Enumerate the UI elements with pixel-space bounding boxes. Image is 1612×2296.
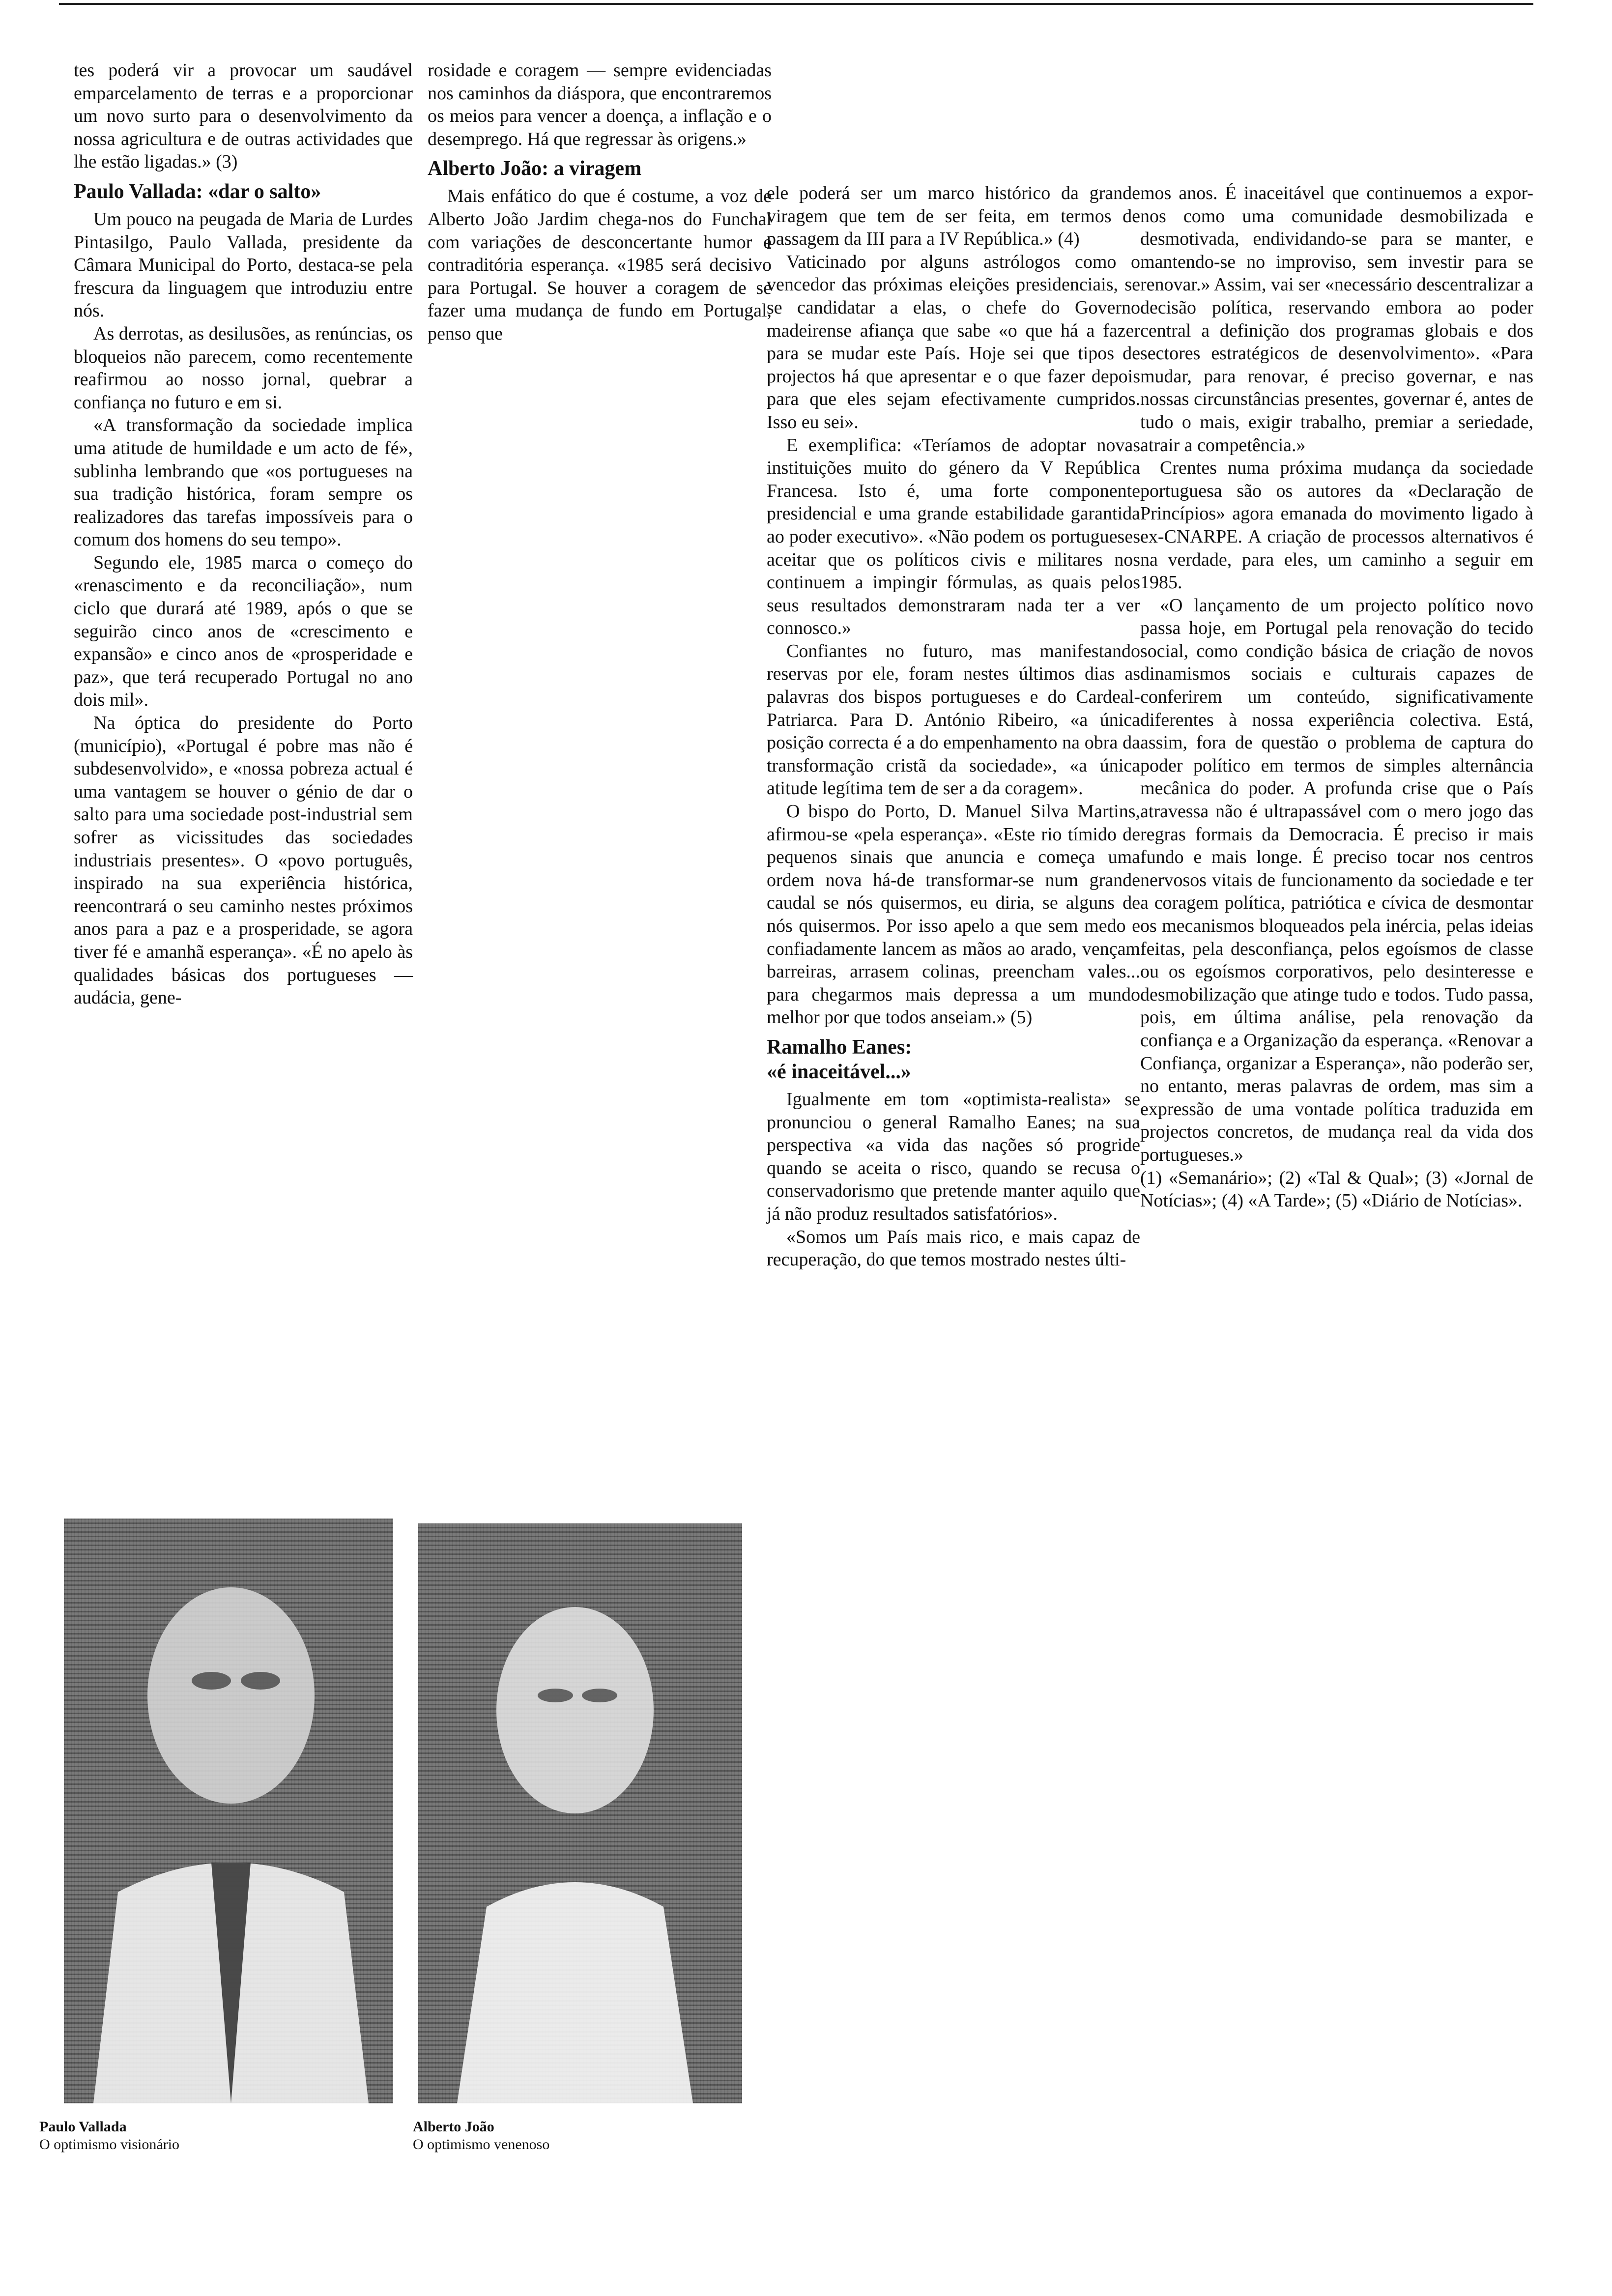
section-heading-eanes	[767, 1035, 1140, 1084]
paragraph: «A transformação da sociedade implica uma atitude de humildade e um acto de fé», sublinha lembrando que «os portugueses na sua tradição histórica, foram sempre os realizadores das tarefas impossíveis para o comum dos homens do seu tempo».	[74, 415, 413, 550]
paragraph: Na óptica do presidente do Porto (município), «Portugal é pobre mas não é subdesenvolvido», e «nossa pobreza actual é uma vantagem se houver o génio de dar o salto para uma sociedade post-industrial sem sofrer as vicissitudes das sociedades industriais presentes». O «povo português, inspirado na sua experiência histórica, reencontrará o seu caminho nestes próximos anos para a paz e a prosperidade, se agora tiver fé e amanhã esperança». «É no apelo às qualidades básicas dos portugueses — audácia, gene-	[74, 713, 413, 1008]
paragraph: Confiantes no futuro, mas manifestando reservas por ele, foram nestes últimos dias as palavras dos bispos portugueses e do Cardeal-Patriarca. Para D. António Ribeiro, «a única posição correcta é a do empenhamento na obra da transformação cristã da sociedade», «a única atitude legítima tem de ser a da coragem».	[767, 640, 1140, 799]
paragraph: Mais enfático do que é costume, a voz de Alberto João Jardim chega-nos do Funchal com variações de desconcertante humor e contraditória esperança. «1985 será decisivo para Portugal. Se houver a coragem de se fazer uma mudança de fundo em Portugal, penso que	[428, 186, 772, 344]
column-1	[74, 59, 413, 1009]
caption-subtitle: O optimismo venenoso	[413, 2136, 550, 2152]
section-heading-vallada: Paulo Vallada: «dar o salto»	[74, 180, 321, 203]
caption-photo-2	[413, 2118, 688, 2153]
section-heading-alberto-joao: Alberto João: a viragem	[428, 157, 642, 180]
portrait-silhouette-1	[64, 1519, 393, 2103]
column-2	[428, 59, 772, 345]
heading-line: «é inaceitável...»	[767, 1060, 911, 1083]
column-3	[767, 182, 1140, 1271]
caption-name: Alberto João	[413, 2119, 494, 2135]
caption-subtitle: O optimismo visionário	[39, 2136, 179, 2152]
column-4	[1140, 182, 1533, 1212]
heading-line: Ramalho Eanes:	[767, 1035, 912, 1059]
paragraph: Igualmente em tom «optimista-realista» se pronunciou o general Ramalho Eanes; na sua perspectiva «a vida das nações só progride quando se aceita o risco, quando se recusa o conservadorismo que pretende manter aquilo que já não produz resultados satisfatórios».	[767, 1089, 1140, 1224]
paragraph: Vaticinado por alguns astrólogos como o vencedor das próximas eleições presidenciais, se se candidatar a elas, o chefe do Governo madeirense afiança que sabe «o que há a fazer para se mudar este País. Hoje sei que tipos de projectos há que apresentar e o que fazer depois para que eles sejam efectivamente cumpridos. Isso eu sei».	[767, 251, 1140, 432]
photo-alberto-joao	[418, 1523, 742, 2103]
paragraph: E exemplifica: «Teríamos de adoptar novas instituições muito do género da V República Francesa. Isto é, uma forte componente presidencial e uma grande estabilidade garantida ao poder executivo». «Não podem os portugueses aceitar que os políticos civis e militares nos continuem a impingir fórmulas, as quais pelos seus resultados demonstraram nada ter a ver connosco.»	[767, 434, 1140, 639]
portrait-silhouette-2	[418, 1523, 742, 2103]
top-rule	[59, 3, 1533, 5]
paragraph: rosidade e coragem — sempre evidenciadas nos caminhos da diáspora, que encontraremos os meios para vencer a doença, a inflação e o desemprego. Há que regressar às origens.»	[428, 60, 772, 149]
paragraph: As derrotas, as desilusões, as renúncias, os bloqueios não parecem, como recentemente reafirmou ao nosso jornal, quebrar a confiança no futuro e em si.	[74, 323, 413, 413]
photo-paulo-vallada	[64, 1519, 393, 2103]
paragraph: Crentes numa próxima mudança da sociedade portuguesa são os autores da «Declaração de Princípios» agora emanada do movimento ligado à ex-CNARPE. A criação de processos alternativos é na verdade, para eles, um caminho a seguir em 1985.	[1140, 458, 1533, 593]
paragraph: O bispo do Porto, D. Manuel Silva Martins, afirmou-se «pela esperança». «Este rio tímido de pequenos sinais que anuncia e começa uma ordem nova há-de transformar-se num grande caudal se nós quisermos, eu diria, se alguns de nós quisermos. Por isso apelo a que sem medo e confiadamente lancem as mãos ao arado, vençam barreiras, arrasem colinas, preencham vales... para chegarmos mais depressa a um mundo melhor por que todos anseiam.» (5)	[767, 801, 1140, 1028]
paragraph: Segundo ele, 1985 marca o começo do «renascimento e da reconciliação», num ciclo que durará até 1989, após o que se seguirão cinco anos de «crescimento e expansão» e cinco anos de «prosperidade e paz», que terá recuperado Portugal no ano dois mil».	[74, 552, 413, 711]
paragraph: Um pouco na peugada de Maria de Lurdes Pintasilgo, Paulo Vallada, presidente da Câmara Municipal do Porto, destaca-se pela frescura da linguagem que introduziu entre nós.	[74, 208, 413, 321]
caption-name: Paulo Vallada	[39, 2119, 127, 2135]
paragraph: «Somos um País mais rico, e mais capaz de recuperação, do que temos mostrado nestes últi-	[767, 1226, 1140, 1270]
paragraph: ele poderá ser um marco histórico da grande viragem que tem de ser feita, em termos de passagem da III para a IV República.» (4)	[767, 183, 1140, 250]
caption-photo-1	[39, 2118, 315, 2153]
paragraph: «O lançamento de um projecto político novo passa hoje, em Portugal pela renovação do tecido social, como condição básica de criação de novos dinamismos sociais e culturais capazes de conferirem um conteúdo, significativamente diferentes à nossa experiência colectiva. Está, assim, fora de questão o problema de captura do poder político em termos de simples alternância mecânica do poder. A profunda crise que o País atravessa não é ultrapassável com o mero jogo das regras formais da Democracia. É preciso ir mais fundo e mais longe. É preciso tocar nos centros nervosos vitais de funcionamento da sociedade e ter a coragem política, patriótica e cívica de desmontar os mecanismos bloqueados pela inércia, pelas ideias feitas, pela desconfiança, pelos egoísmos de classe ou os egoísmos corporativos, pelo desinteresse e desmobilização que atinge tudo e todos. Tudo passa, pois, em última análise, pela renovação da confiança e a Organização da esperança. «Renovar a Confiança, organizar a Esperança», não poderão ser, no entanto, meras palavras de ordem, mas sim a expressão de uma vontade política traduzida em projectos concretos, de mudança real da vida dos portugueses.»	[1140, 595, 1533, 1165]
paragraph: tes poderá vir a provocar um saudável emparcelamento de terras e a proporcionar um novo surto para o desenvolvimento da nossa agricultura e de outras actividades que lhe estão ligadas.» (3)	[74, 60, 413, 172]
paragraph: mos anos. É inaceitável que continuemos a expor-nos como uma comunidade desmobilizada e desmotivada, endividando-se para se manter, e mantendo-se no improviso, sem investir para se renovar.» Assim, vai ser «necessário descentralizar a decisão política, reservando embora ao poder central a definição dos programas globais e dos sectores estratégicos de desenvolvimento». «Para mudar, para renovar, é preciso governar, e nas nossas circunstâncias presentes, governar é, antes de tudo o mais, exigir trabalho, premiar a seriedade, atrair a competência.»	[1140, 183, 1533, 456]
footnotes: (1) «Semanário»; (2) «Tal & Qual»; (3) «Jornal de Notícias»; (4) «A Tarde»; (5) «Diário de Notícias».	[1140, 1167, 1533, 1211]
